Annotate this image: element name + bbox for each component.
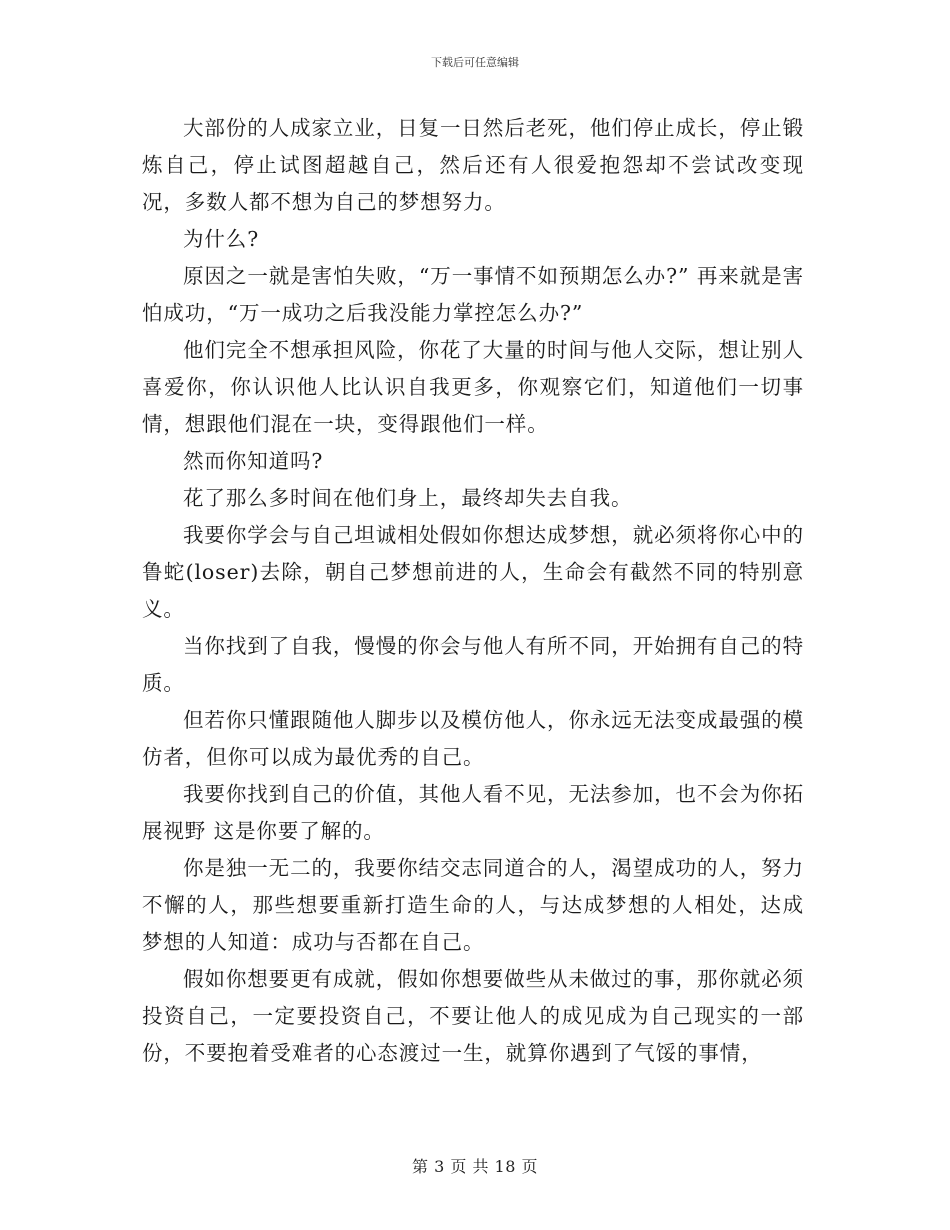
paragraph: 然而你知道吗? — [183, 449, 324, 473]
paragraph: 你是独一无二的，我要你结交志同道合的人，渴望成功的人，努力不懈的人，那些想要重新打造生命的人，与达成梦想的人相处，达成梦想的人知道：成功与否都在自己。 — [142, 856, 804, 954]
page-number: 第 3 页 共 18 页 — [412, 1157, 538, 1176]
paragraph: 当你找到了自我，慢慢的你会与他人有所不同，开始拥有自己的特质。 — [142, 634, 804, 695]
paragraph: 为什么? — [183, 227, 260, 251]
paragraph: 但若你只懂跟随他人脚步以及模仿他人，你永远无法变成最强的模仿者，但你可以成为最优秀的自己。 — [142, 708, 804, 769]
paragraph: 我要你学会与自己坦诚相处假如你想达成梦想，就必须将你心中的鲁蛇(loser)去除，朝自己梦想前进的人，生命会有截然不同的特别意义。 — [142, 523, 804, 621]
paragraph: 我要你找到自己的价值，其他人看不见，无法参加，也不会为你拓展视野 这是你要了解的。 — [142, 782, 804, 843]
paragraph: 他们完全不想承担风险，你花了大量的时间与他人交际，想让别人喜爱你，你认识他人比认识自我更多，你观察它们，知道他们一切事情，想跟他们混在一块，变得跟他们一样。 — [142, 338, 804, 436]
paragraph: 花了那么多时间在他们身上，最终却失去自我。 — [183, 486, 633, 510]
document-body — [142, 110, 804, 1072]
page-header-note: 下载后可任意编辑 — [431, 56, 519, 69]
paragraph: 假如你想要更有成就，假如你想要做些从未做过的事，那你就必须投资自己，一定要投资自己，不要让他人的成见成为自己现实的一部份，不要抱着受难者的心态渡过一生，就算你遇到了气馁的事情， — [142, 967, 804, 1065]
paragraph: 大部份的人成家立业，日复一日然后老死，他们停止成长，停止锻炼自己，停止试图超越自己，然后还有人很爱抱怨却不尝试改变现况，多数人都不想为自己的梦想努力。 — [142, 116, 804, 214]
paragraph: 原因之一就是害怕失败，“万一事情不如预期怎么办?” 再来就是害怕成功，“万一成功之后我没能力掌控怎么办?” — [142, 264, 804, 325]
